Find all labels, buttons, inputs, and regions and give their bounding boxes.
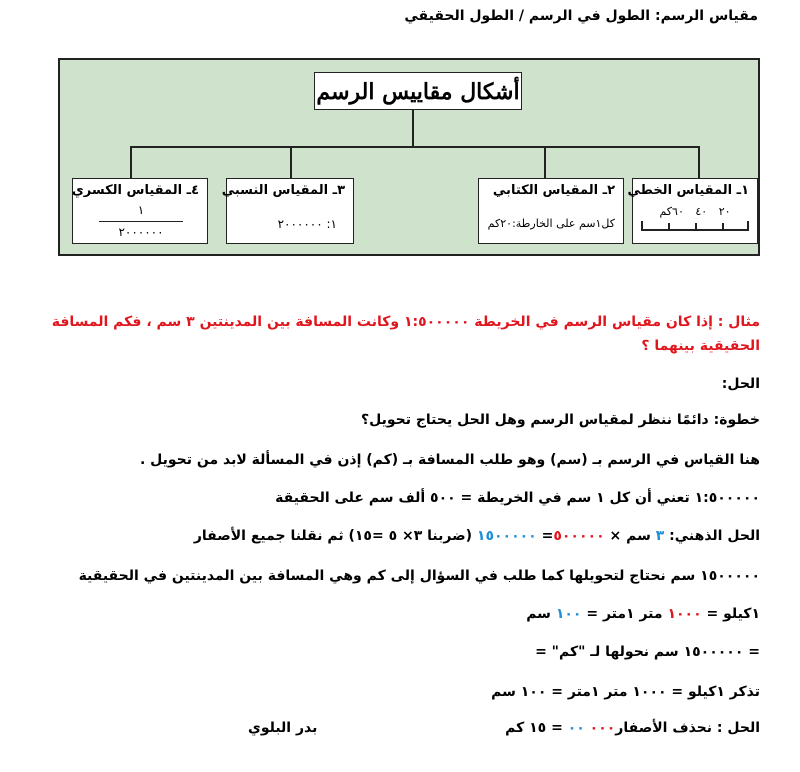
author-name: بدر البلوي <box>248 720 318 736</box>
final-prefix: الحل : نحذف الأصفار <box>615 720 760 736</box>
final-answer <box>505 720 760 736</box>
ratio-scale-text: ١: ٢٠٠٠٠٠٠ <box>277 217 337 231</box>
card-linear-scale <box>627 178 758 244</box>
card-title: ١ـ المقياس الخطي <box>627 183 749 198</box>
scale-tick <box>668 223 670 231</box>
convert-line: = ١٥٠٠٠٠٠ سم نحولها لـ "كم" = <box>535 644 760 660</box>
unit-p3: سم <box>526 606 556 622</box>
card-title: ٤ـ المقياس الكسري <box>71 183 199 198</box>
scale-types-diagram <box>58 58 760 256</box>
connector-horizontal <box>130 146 700 148</box>
scale-tick <box>747 221 749 231</box>
unit-n2: ١٠٠ <box>555 606 582 622</box>
unit-equivalents <box>526 606 760 622</box>
mental-mid2: = <box>536 528 554 544</box>
scale-definition: مقياس الرسم: الطول في الرسم / الطول الحقيقي <box>404 8 758 24</box>
unit-n1: ١٠٠٠ <box>667 606 702 622</box>
fraction-numerator: ١ <box>137 203 145 217</box>
card-written-scale <box>478 178 624 244</box>
connector-drop-2 <box>544 146 546 178</box>
written-scale-text: كل١سم على الخارطة:٢٠كم <box>487 217 615 230</box>
mental-suffix: (ضربنا ٣× ٥ =١٥) ثم نقلنا جميع الأصفار <box>193 528 477 544</box>
connector-drop-4 <box>130 146 132 178</box>
card-ratio-scale <box>221 178 354 244</box>
mental-n1: ٣ <box>655 528 665 544</box>
fraction-bar <box>99 221 183 222</box>
final-zeros-blue: ٠٠ <box>567 720 585 736</box>
final-suffix: = ١٥ كم <box>505 720 568 736</box>
final-zeros-red: ٠٠٠ <box>589 720 616 736</box>
solution-step: خطوة: دائمًا ننظر لمقياس الرسم وهل الحل يحتاج تحويل؟ <box>360 412 760 428</box>
example-question-line1: مثال : إذا كان مقياس الرسم في الخريطة ١:٥٠٠٠٠٠ وكانت المسافة بين المدينتين ٣ سم ، فكم المسافة <box>51 314 760 330</box>
scale-tick <box>722 223 724 231</box>
card-fraction-scale <box>72 178 208 244</box>
reminder-line: تذكر ١كيلو = ١٠٠٠ متر ١متر = ١٠٠ سم <box>491 684 760 700</box>
connector-drop-3 <box>290 146 292 178</box>
unit-p1: ١كيلو = <box>701 606 760 622</box>
scale-tick <box>695 223 697 231</box>
unit-p2: متر ١متر = <box>581 606 668 622</box>
connector-vertical-main <box>412 110 414 148</box>
card-title: ٣ـ المقياس النسبي <box>221 183 345 198</box>
mental-solution <box>194 528 760 544</box>
mental-n3: ١٥٠٠٠٠٠ <box>476 528 537 544</box>
mental-mid1: سم × <box>604 528 656 544</box>
mental-prefix: الحل الذهني: <box>664 528 760 544</box>
example-question-line2: الحقيقية بينهما ؟ <box>641 338 760 354</box>
mental-n2: ٥٠٠٠٠٠ <box>553 528 605 544</box>
linear-scale-labels: ٢٠ ٤٠ ٦٠كم <box>659 205 731 218</box>
solution-heading: الحل: <box>721 376 760 392</box>
solution-note: هنا القياس في الرسم بـ (سم) وهو طلب المسافة بـ (كم) إذن في المسألة لابد من تحويل . <box>139 452 760 468</box>
card-title: ٢ـ المقياس الكتابي <box>492 183 615 198</box>
fraction-denominator: ٢٠٠٠٠٠٠ <box>118 225 164 239</box>
connector-drop-1 <box>698 146 700 178</box>
diagram-title: أشكال مقاييس الرسم <box>314 72 522 110</box>
scale-tick <box>641 221 643 231</box>
needs-conversion: ١٥٠٠٠٠٠ سم نحتاج لتحويلها كما طلب في السؤال إلى كم وهي المسافة بين المدينتين في الحقيقية <box>78 568 760 584</box>
scale-meaning: ١:٥٠٠٠٠٠ تعني أن كل ١ سم في الخريطة = ٥٠٠ ألف سم على الحقيقة <box>275 490 760 506</box>
